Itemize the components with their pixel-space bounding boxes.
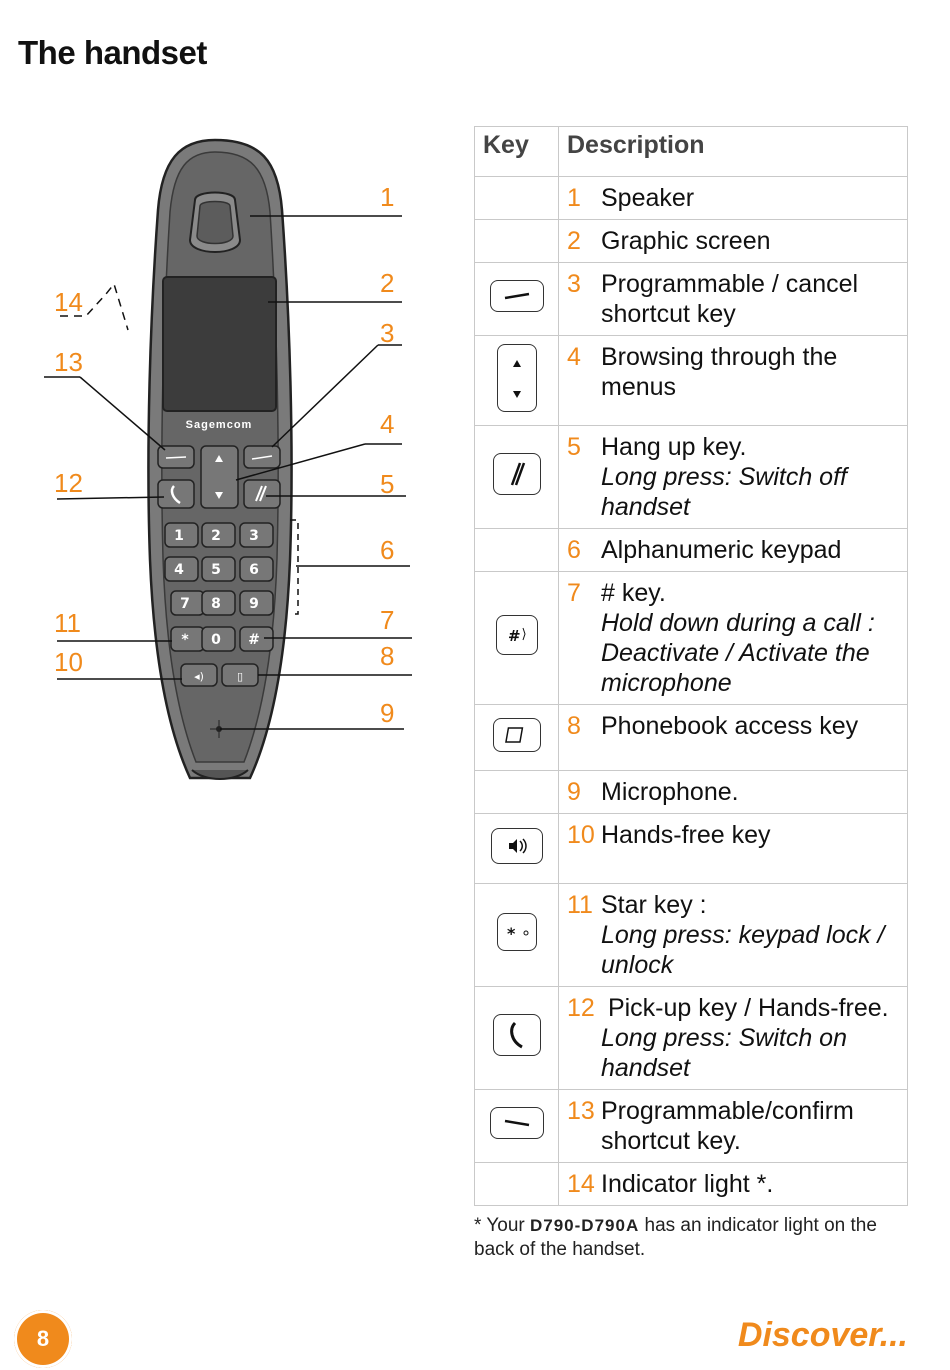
key-icon-cell xyxy=(475,1163,559,1206)
key-icon-cell xyxy=(475,987,559,1090)
table-row xyxy=(475,177,908,220)
phonebook-icon xyxy=(493,718,541,752)
table-row xyxy=(475,529,908,572)
keypad-key-label: 1 xyxy=(174,528,184,544)
section-footer: Discover... xyxy=(737,1316,908,1354)
callout-2: 2 xyxy=(380,268,395,298)
row-text-continued: shortcut key xyxy=(601,300,736,328)
row-note: Long press: Switch off handset xyxy=(601,463,847,521)
row-text: Phonebook access key xyxy=(601,712,859,740)
hash-key-icon xyxy=(496,615,538,655)
row-text: Pick-up key / Hands-free. xyxy=(601,994,889,1022)
pick-up-key xyxy=(158,480,194,508)
callout-8: 8 xyxy=(380,641,395,671)
key-icon-cell xyxy=(475,220,559,263)
row-text-continued: shortcut key. xyxy=(601,1127,741,1155)
key-icon-cell xyxy=(475,705,559,771)
key-description-table xyxy=(474,126,908,1206)
table-row xyxy=(475,987,908,1090)
row-number: 7 xyxy=(567,579,581,607)
row-number: 8 xyxy=(567,712,581,740)
callout-5: 5 xyxy=(380,469,395,499)
table-row xyxy=(475,572,908,705)
keypad-key-label: 8 xyxy=(211,596,221,612)
row-text: Graphic screen xyxy=(601,227,771,255)
row-number: 6 xyxy=(567,536,581,564)
table-row xyxy=(475,884,908,987)
row-number: 12 xyxy=(567,994,595,1022)
keypad-key-label: 3 xyxy=(249,528,259,544)
row-note: Hold down during a call : Deactivate / Activate the microphone xyxy=(601,609,875,697)
key-icon-cell xyxy=(475,884,559,987)
key-icon-cell xyxy=(475,426,559,529)
table-row xyxy=(475,705,908,771)
callout-10: 10 xyxy=(54,647,83,677)
keypad-key-label: 6 xyxy=(249,562,259,578)
callout-3: 3 xyxy=(380,318,395,348)
table-row xyxy=(475,336,908,426)
row-number: 9 xyxy=(567,778,581,806)
callout-7: 7 xyxy=(380,605,395,635)
row-text: Indicator light *. xyxy=(601,1170,774,1198)
handset-diagram xyxy=(0,0,470,800)
footnote xyxy=(474,1214,914,1262)
row-text: Browsing through the xyxy=(601,343,838,371)
key-icon-cell xyxy=(475,336,559,426)
page-title: The handset xyxy=(18,34,207,71)
softkey-icon xyxy=(490,280,544,312)
callout-4: 4 xyxy=(380,409,395,439)
callout-9: 9 xyxy=(380,698,395,728)
page-number-badge: 8 xyxy=(14,1310,72,1368)
row-note: Long press: keypad lock / unlock xyxy=(601,921,885,979)
key-icon-cell xyxy=(475,177,559,220)
row-number: 3 xyxy=(567,270,581,298)
svg-text:#: # xyxy=(507,627,521,645)
table-row xyxy=(475,220,908,263)
brand-label: Sagemcom xyxy=(185,419,253,431)
row-number: 10 xyxy=(567,821,595,849)
row-text: Speaker xyxy=(601,184,695,212)
row-text: Hang up key. xyxy=(601,433,747,461)
footnote-suffix: has an indicator light on the back of the handset. xyxy=(474,1215,877,1260)
row-text: Hands-free key xyxy=(601,821,771,849)
key-icon-cell xyxy=(475,572,559,705)
key-icon-cell xyxy=(475,771,559,814)
footnote-prefix: * Your xyxy=(474,1215,530,1236)
row-text-continued: menus xyxy=(601,373,677,401)
table-row xyxy=(475,1163,908,1206)
navigation-arrows-icon xyxy=(497,344,537,412)
row-number: 13 xyxy=(567,1097,595,1125)
callout-13: 13 xyxy=(54,347,83,377)
column-header-description: Description xyxy=(559,127,908,177)
table-row xyxy=(475,426,908,529)
softkey-icon xyxy=(490,1107,544,1139)
key-icon-cell xyxy=(475,529,559,572)
keypad-key-label: 4 xyxy=(174,562,184,578)
row-text: Star key : xyxy=(601,891,707,919)
svg-text:▯: ▯ xyxy=(236,670,244,683)
keypad-key-label: 7 xyxy=(180,596,190,612)
table-row xyxy=(475,1090,908,1163)
row-text: Programmable/confirm xyxy=(601,1097,854,1125)
row-text: # key. xyxy=(601,579,666,607)
row-text: Programmable / cancel xyxy=(601,270,859,298)
callout-11: 11 xyxy=(54,608,81,638)
table-row xyxy=(475,814,908,884)
navigation-key xyxy=(201,446,238,508)
key-icon-cell xyxy=(475,814,559,884)
speaker-icon xyxy=(491,828,543,864)
row-note: Long press: Switch on handset xyxy=(601,1024,847,1082)
key-icon-cell xyxy=(475,263,559,336)
keypad-key-label: # xyxy=(248,632,260,648)
pick-up-icon xyxy=(493,1014,541,1056)
row-number: 5 xyxy=(567,433,581,461)
table-row xyxy=(475,771,908,814)
keypad-key-label: 0 xyxy=(211,632,221,648)
callout-1: 1 xyxy=(380,182,395,212)
table-row xyxy=(475,263,908,336)
model-name: D790-D790A xyxy=(530,1216,640,1235)
svg-text:*: * xyxy=(506,924,515,943)
svg-text:◂): ◂) xyxy=(194,670,204,683)
keypad-key-label: 5 xyxy=(211,562,221,578)
row-number: 4 xyxy=(567,343,581,371)
row-number: 2 xyxy=(567,227,581,255)
callout-12: 12 xyxy=(54,468,83,498)
column-header-key: Key xyxy=(475,127,559,177)
row-number: 11 xyxy=(567,891,593,919)
row-text: Microphone. xyxy=(601,778,739,806)
row-text: Alphanumeric keypad xyxy=(601,536,842,564)
graphic-screen xyxy=(163,277,276,411)
keypad-key-label: 2 xyxy=(211,528,221,544)
keypad-key-label: * xyxy=(181,632,189,648)
hang-up-icon xyxy=(493,453,541,495)
row-number: 1 xyxy=(567,184,581,212)
callout-6: 6 xyxy=(380,535,395,565)
callout-14: 14 xyxy=(54,287,83,317)
star-key-icon xyxy=(497,913,537,951)
row-number: 14 xyxy=(567,1170,595,1198)
key-icon-cell xyxy=(475,1090,559,1163)
keypad-key-label: 9 xyxy=(249,596,259,612)
